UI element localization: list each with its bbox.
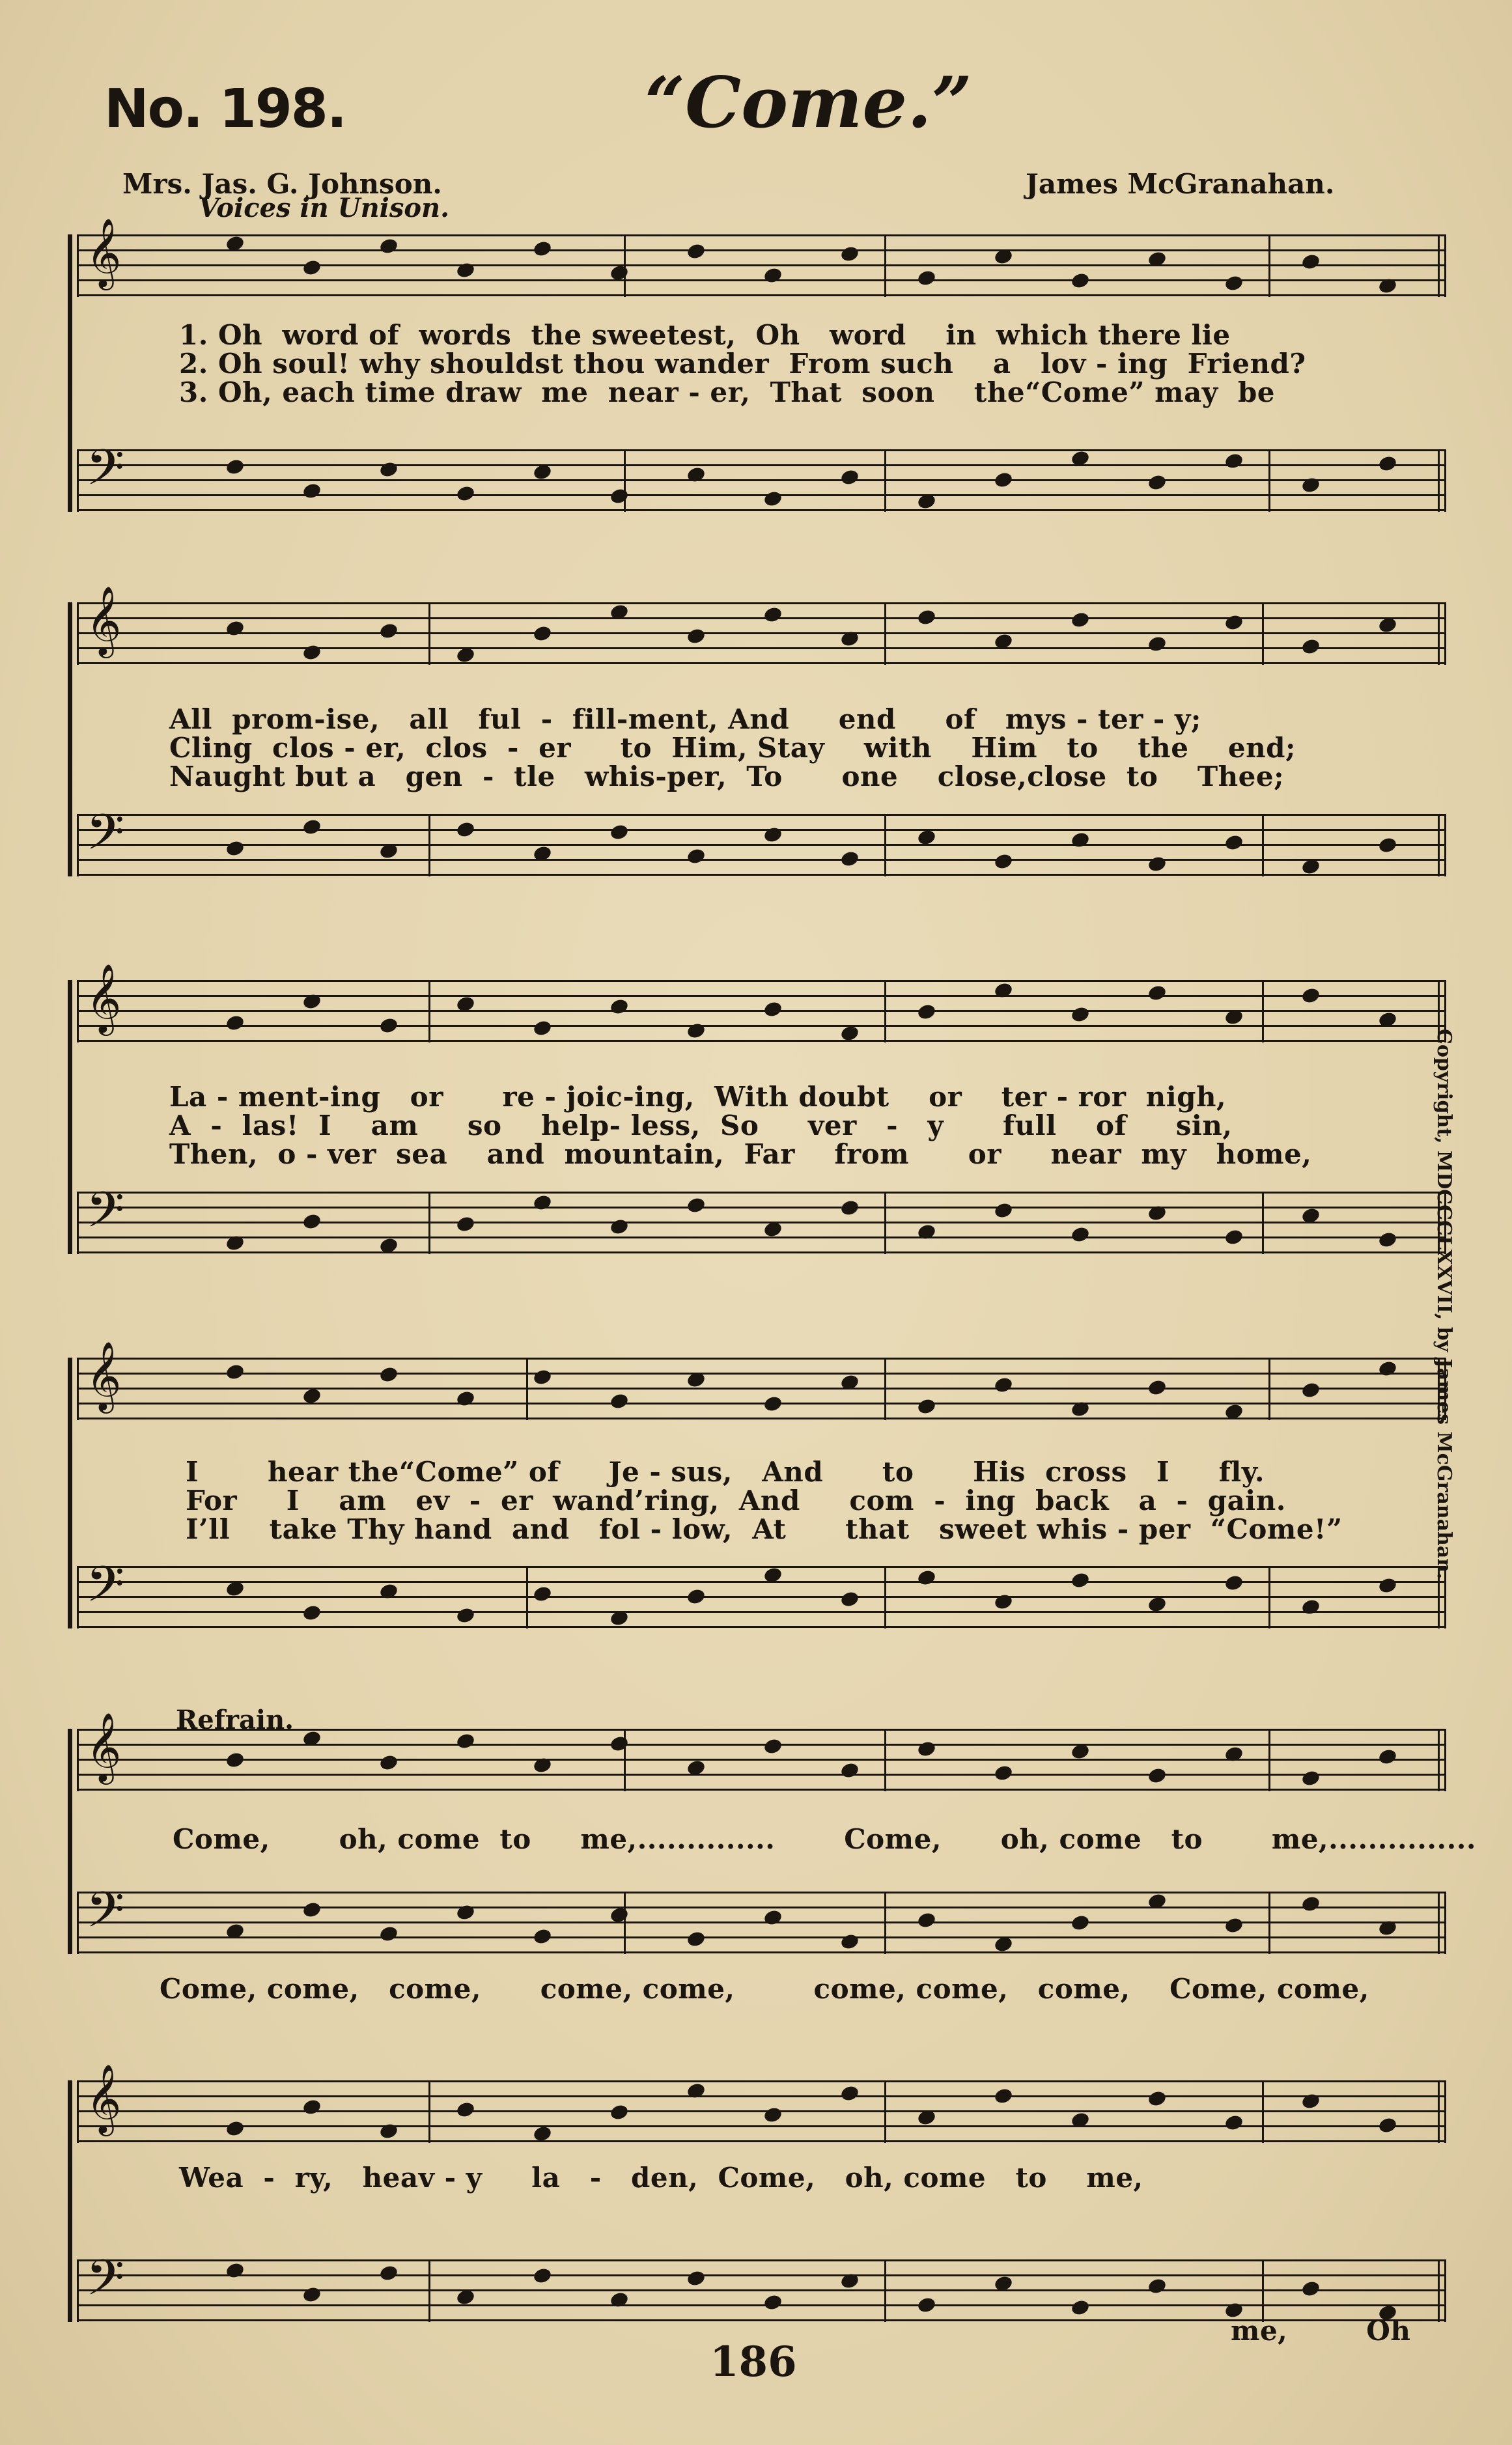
note-head [1377, 2116, 1397, 2134]
barline [884, 1192, 886, 1254]
barline [77, 234, 79, 297]
staff-line [77, 829, 1444, 831]
note-head [763, 490, 783, 508]
note-head [916, 269, 936, 287]
barline [1438, 1892, 1440, 1954]
treble-clef-icon: 𝄞 [86, 585, 122, 655]
barline [1444, 814, 1446, 876]
bass-staff [77, 1881, 1444, 1954]
note-head [378, 622, 399, 640]
composer: James McGranahan. [1026, 168, 1335, 200]
note-head [1070, 1914, 1090, 1932]
verse-3-line-3: Then, o - ver sea and mountain, Far from or near my home, [169, 1138, 1312, 1170]
note-head [225, 619, 245, 637]
note-head [301, 818, 322, 836]
staff-line [77, 1192, 1444, 1194]
note-head [686, 627, 706, 645]
note-head [1377, 1231, 1397, 1249]
note-head [839, 1933, 860, 1951]
note-head [1300, 2280, 1321, 2298]
note-head [378, 1016, 399, 1035]
note-head [1070, 2298, 1090, 2317]
note-head [686, 1196, 706, 1214]
system-brace [68, 234, 72, 512]
staff-line [77, 1207, 1444, 1209]
staff-line [77, 1251, 1444, 1253]
staff-line [77, 1040, 1444, 1042]
bass-staff [77, 1181, 1444, 1254]
note-head [916, 1397, 936, 1416]
note-head [1377, 836, 1397, 854]
note-head [763, 2293, 783, 2312]
barline [1262, 2080, 1264, 2143]
note-head [301, 643, 322, 662]
page-number: 186 [710, 2338, 797, 2386]
note-head [1224, 1916, 1244, 1935]
note-head [1224, 833, 1244, 852]
verse-3-line-1: La - ment-ing or re - joic-ing, With doubt or ter - ror nigh, [169, 1081, 1227, 1113]
barline [1438, 1729, 1440, 1791]
barline [77, 1566, 79, 1628]
staff-line [77, 494, 1444, 496]
barline [884, 1566, 886, 1628]
note-head [1070, 272, 1090, 290]
note-head [763, 1737, 783, 1755]
note-head [1224, 274, 1244, 292]
note-head [839, 2084, 860, 2103]
staff-line [77, 1596, 1444, 1598]
note-head [609, 1392, 629, 1410]
note-head [455, 484, 475, 503]
verse-1-line-3: 3. Oh, each time draw me near - er, That soon the“Come” may be [179, 376, 1276, 408]
barline [1262, 2259, 1264, 2322]
system-brace [68, 602, 72, 876]
staff-line [77, 995, 1444, 997]
barline [1438, 449, 1440, 512]
barline [884, 1729, 886, 1791]
note-head [1070, 831, 1090, 849]
note-head [532, 1927, 552, 1946]
note-head [1070, 1005, 1090, 1024]
bass-clef-icon: 𝄢 [86, 439, 125, 509]
treble-staff [77, 2063, 1444, 2143]
barline [1262, 814, 1264, 876]
staff-line [77, 1626, 1444, 1628]
verse-3-line-2: A - las! I am so help- less, So ver - y full of sin, [169, 1110, 1233, 1141]
note-head [609, 1735, 629, 1753]
note-head [1147, 1767, 1167, 1785]
bass-clef-icon: 𝄢 [86, 1556, 125, 1625]
note-head [301, 1901, 322, 1919]
barline [428, 602, 430, 665]
note-head [225, 1751, 245, 1769]
bass-clef-icon: 𝄢 [86, 803, 125, 873]
barline [1444, 2080, 1446, 2143]
bass-clef-icon: 𝄢 [86, 1881, 125, 1951]
barline [884, 2259, 886, 2322]
refrain-label: Refrain. [176, 1705, 294, 1735]
note-head [455, 1732, 475, 1750]
refrain-bass-lyrics-2: me, Oh [1231, 2315, 1411, 2347]
note-head [916, 1569, 936, 1587]
refrain-bass-lyrics: Come, come, come, come, come, come, come, come, Come, come, [160, 1973, 1369, 2005]
verse-2-line-1: All prom-ise, all ful - fill-ment, And end of mys - ter - y; [169, 703, 1201, 735]
note-head [1300, 1895, 1321, 1913]
barline [1444, 2259, 1446, 2322]
barline [624, 449, 626, 512]
barline [1268, 1566, 1270, 1628]
verse-4-line-2: For I am ev - er wand’ring, And com - ing back a - gain. [186, 1485, 1286, 1516]
note-head [532, 1194, 552, 1212]
note-head [839, 245, 860, 263]
system-brace [68, 2080, 72, 2322]
staff-line [77, 602, 1444, 604]
note-head [993, 1764, 1013, 1782]
staff-line [77, 874, 1444, 876]
note-head [378, 2264, 399, 2282]
treble-staff [77, 217, 1444, 297]
note-head [1070, 1571, 1090, 1589]
staff-line [77, 1744, 1444, 1746]
staff-line [77, 294, 1444, 296]
note-head [378, 1925, 399, 1943]
barline [1262, 980, 1264, 1042]
note-head [686, 1587, 706, 1606]
staff-line [77, 2080, 1444, 2082]
note-head [686, 1930, 706, 1948]
note-head [225, 2261, 245, 2280]
barline [884, 234, 886, 297]
note-head [455, 820, 475, 839]
staff-line [77, 509, 1444, 511]
bass-staff [77, 439, 1444, 512]
barline [1268, 449, 1270, 512]
note-head [609, 487, 629, 505]
note-head [1300, 1381, 1321, 1399]
barline [77, 1358, 79, 1420]
note-head [301, 258, 322, 277]
note-head [763, 1000, 783, 1018]
note-head [1147, 855, 1167, 873]
barline [1438, 814, 1440, 876]
note-head [763, 1908, 783, 1927]
barline [624, 234, 626, 297]
note-head [1224, 1574, 1244, 1592]
barline [1444, 449, 1446, 512]
barline [77, 602, 79, 665]
treble-staff [77, 585, 1444, 665]
hymn-number: No. 198. [104, 78, 346, 140]
barline [1444, 602, 1446, 665]
barline [884, 1892, 886, 1954]
staff-line [77, 647, 1444, 649]
barline [77, 449, 79, 512]
staff-line [77, 1388, 1444, 1390]
staff-line [77, 980, 1444, 982]
barline [1438, 602, 1440, 665]
staff-line [77, 1025, 1444, 1027]
barline [77, 814, 79, 876]
verse-4-line-3: I’ll take Thy hand and fol - low, At that sweet whis - per “Come!” [186, 1513, 1343, 1545]
note-head [1224, 1228, 1244, 1246]
barline [428, 980, 430, 1042]
barline [77, 1729, 79, 1791]
note-head [1300, 986, 1321, 1005]
staff-line [77, 859, 1444, 861]
note-head [1147, 1378, 1167, 1397]
note-head [225, 2119, 245, 2138]
treble-clef-icon: 𝄞 [86, 2063, 122, 2133]
note-head [455, 1215, 475, 1233]
barline [1268, 1358, 1270, 1420]
note-head [763, 1395, 783, 1413]
system-brace [68, 1729, 72, 1954]
note-head [609, 823, 629, 841]
note-head [839, 1761, 860, 1780]
system-brace [68, 1358, 72, 1628]
refrain-treble-lyrics: Come, oh, come to me,.............. Come, oh, come to me,............... [173, 1823, 1476, 1855]
barline [624, 1892, 626, 1954]
verse-2-line-2: Cling clos - er, clos - er to Him, Stay with Him to the end; [169, 732, 1296, 764]
staff-line [77, 2289, 1444, 2291]
barline [1268, 234, 1270, 297]
note-head [993, 1376, 1013, 1394]
staff-line [77, 1403, 1444, 1404]
performance-direction: Voices in Unison. [199, 193, 450, 223]
note-head [1300, 1769, 1321, 1787]
barline [428, 2259, 430, 2322]
copyright-notice: Copyright, MDCCCLXXVII, by James McGranahan. [1433, 1029, 1455, 1580]
note-head [1147, 2089, 1167, 2108]
note-head [1300, 1598, 1321, 1616]
treble-staff [77, 1341, 1444, 1420]
note-head [1377, 454, 1397, 473]
staff-line [77, 1373, 1444, 1375]
staff-line [77, 1566, 1444, 1568]
note-head [301, 1212, 322, 1231]
note-head [1147, 635, 1167, 653]
staff-line [77, 234, 1444, 236]
barline [1444, 1892, 1446, 1954]
treble-clef-icon: 𝄞 [86, 1341, 122, 1410]
staff-line [77, 1907, 1444, 1908]
note-head [993, 1201, 1013, 1220]
note-head [839, 1199, 860, 1217]
note-head [225, 839, 245, 858]
bass-clef-icon: 𝄢 [86, 1181, 125, 1251]
staff-line [77, 1358, 1444, 1360]
barline [884, 449, 886, 512]
staff-line [77, 632, 1444, 634]
note-head [839, 850, 860, 868]
note-head [378, 1753, 399, 1772]
note-head [993, 2087, 1013, 2105]
verse-2-line-3: Naught but a gen - tle whis-per, To one close,close to Thee; [169, 761, 1285, 792]
bass-staff [77, 2249, 1444, 2322]
staff-line [77, 1951, 1444, 1953]
note-head [532, 1368, 552, 1386]
barline [884, 602, 886, 665]
staff-line [77, 1892, 1444, 1893]
barline [428, 2080, 430, 2143]
note-head [763, 606, 783, 624]
note-head [686, 847, 706, 865]
verse-4-line-1: I hear the“Come” of Je - sus, And to His cross I fly. [186, 1456, 1265, 1488]
note-head [686, 242, 706, 260]
note-head [301, 2285, 322, 2304]
note-head [378, 237, 399, 255]
barline [1438, 2259, 1440, 2322]
note-head [532, 624, 552, 643]
staff-line [77, 1789, 1444, 1791]
note-head [839, 468, 860, 486]
barline [1438, 234, 1440, 297]
note-head [301, 2098, 322, 2116]
note-head [532, 240, 552, 258]
note-head [916, 1003, 936, 1021]
note-head [916, 2296, 936, 2314]
staff-line [77, 1418, 1444, 1419]
verse-1-line-2: 2. Oh soul! why shouldst thou wander From such a lov - ing Friend? [179, 348, 1306, 380]
barline [526, 1358, 528, 1420]
refrain-treble-lyrics-2: Wea - ry, heav - y la - den, Come, oh, come to me, [179, 2162, 1143, 2194]
staff-line [77, 1611, 1444, 1613]
note-head [916, 1740, 936, 1758]
note-head [225, 1363, 245, 1381]
bass-staff [77, 803, 1444, 876]
treble-staff [77, 963, 1444, 1042]
barline [428, 814, 430, 876]
hymn-title: “Come.” [645, 62, 972, 144]
note-head [686, 2269, 706, 2287]
staff-line [77, 1222, 1444, 1223]
barline [1438, 2080, 1440, 2143]
treble-clef-icon: 𝄞 [86, 217, 122, 287]
note-head [1377, 1576, 1397, 1595]
note-head [609, 2103, 629, 2121]
note-head [1147, 473, 1167, 492]
note-head [1300, 637, 1321, 656]
staff-line [77, 2274, 1444, 2276]
note-head [1070, 611, 1090, 629]
note-head [455, 2101, 475, 2119]
staff-line [77, 1759, 1444, 1761]
barline [884, 980, 886, 1042]
note-head [916, 1911, 936, 1929]
barline [526, 1566, 528, 1628]
barline [884, 1358, 886, 1420]
staff-line [77, 1936, 1444, 1938]
staff-line [77, 662, 1444, 664]
staff-line [77, 2259, 1444, 2261]
note-head [1070, 1225, 1090, 1244]
note-head [993, 852, 1013, 871]
barline [1262, 1192, 1264, 1254]
staff-line [77, 264, 1444, 266]
note-head [301, 1604, 322, 1622]
note-head [1224, 452, 1244, 470]
note-head [1300, 253, 1321, 271]
note-head [609, 998, 629, 1016]
staff-line [77, 1774, 1444, 1776]
lyricist: Mrs. Jas. G. Johnson. [122, 168, 442, 200]
note-head [1377, 1360, 1397, 1378]
treble-clef-icon: 𝄞 [86, 1712, 122, 1781]
barline [1262, 602, 1264, 665]
note-head [1224, 613, 1244, 632]
note-head [609, 1218, 629, 1236]
note-head [225, 458, 245, 476]
note-head [455, 1390, 475, 1408]
bass-clef-icon: 𝄢 [86, 2249, 125, 2319]
staff-line [77, 814, 1444, 816]
note-head [378, 1365, 399, 1384]
note-head [993, 471, 1013, 489]
staff-line [77, 2140, 1444, 2142]
barline [77, 2080, 79, 2143]
barline [1268, 1729, 1270, 1791]
barline [77, 2259, 79, 2322]
treble-clef-icon: 𝄞 [86, 963, 122, 1033]
barline [1444, 1729, 1446, 1791]
note-head [1147, 2277, 1167, 2295]
barline [884, 2080, 886, 2143]
note-head [763, 266, 783, 285]
note-head [532, 1585, 552, 1603]
note-head [378, 460, 399, 479]
note-head [301, 482, 322, 500]
bass-staff [77, 1556, 1444, 1628]
barline [428, 1192, 430, 1254]
note-head [1147, 984, 1167, 1002]
barline [1268, 1892, 1270, 1954]
note-head [455, 1606, 475, 1625]
staff-line [77, 449, 1444, 451]
note-head [916, 608, 936, 626]
note-head [532, 2267, 552, 2285]
note-head [1224, 2114, 1244, 2132]
barline [77, 1892, 79, 1954]
note-head [763, 2106, 783, 2124]
barline [1444, 234, 1446, 297]
note-head [225, 1014, 245, 1032]
barline [77, 1192, 79, 1254]
barline [77, 980, 79, 1042]
staff-line [77, 2110, 1444, 2112]
note-head [839, 1590, 860, 1608]
note-head [532, 1019, 552, 1037]
verse-1-line-1: 1. Oh word of words the sweetest, Oh word in which there lie [179, 319, 1231, 351]
system-brace [68, 980, 72, 1254]
staff-line [77, 2095, 1444, 2097]
staff-line [77, 479, 1444, 481]
barline [884, 814, 886, 876]
note-head [1377, 1748, 1397, 1766]
staff-line [77, 249, 1444, 251]
